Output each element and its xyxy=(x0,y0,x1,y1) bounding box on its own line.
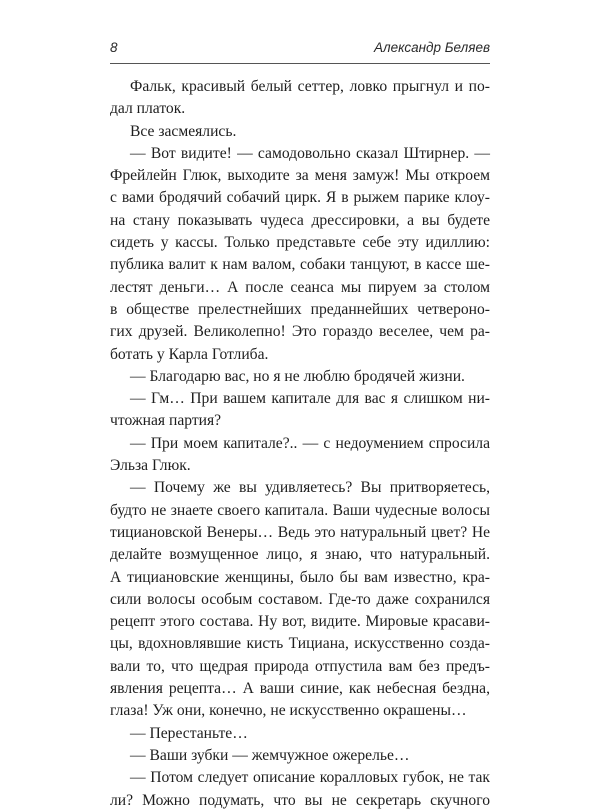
text-line: — Вот видите! — самодовольно сказал Штирнер. — xyxy=(130,144,490,162)
text-line: тициановской Венеры… Ведь это натуральный цвет? Не xyxy=(110,523,490,541)
text-line: — Ваши зубки — жемчужное ожерелье… xyxy=(130,746,410,764)
text-line: сили волосы особым составом. Где-то даже сохранился xyxy=(110,590,490,608)
text-line: будто не знаете своего капитала. Ваши чудесные волосы xyxy=(110,501,490,519)
text-line: — Перестаньте… xyxy=(130,724,248,742)
text-line: дал платок. xyxy=(110,100,186,118)
text-line: — Потом следует описание коралловых губок, не так xyxy=(130,769,490,787)
page-number: 8 xyxy=(110,40,118,55)
text-line: вали то, что щедрая природа отпустила вам без предъ- xyxy=(110,657,490,675)
text-line: на стану показывать чудеса дрессировки, а вы будете xyxy=(110,211,490,229)
text-line: делайте возмущенное лицо, я знаю, что натуральный. xyxy=(110,546,490,564)
text-line: публика валит к нам валом, собаки танцуют, в кассе ше- xyxy=(110,256,490,274)
text-line: Фальк, красивый белый сеттер, ловко прыгнул и по- xyxy=(130,78,490,95)
text-line: рецепт этого состава. Ну вот, видите. Мировые красави- xyxy=(110,613,490,631)
text-line: Все засмеялись. xyxy=(130,122,237,140)
text-line: глаза! Уж они, конечно, не искусственно окрашены… xyxy=(110,702,467,720)
text-line: — При моем капитале?.. — с недоумением спросила xyxy=(130,434,490,452)
text-line: — Гм… При вашем капитале для вас я слишком ни- xyxy=(130,390,490,408)
text-line: с вами бродячий собачий цирк. Я в рыжем парике клоу- xyxy=(110,189,490,207)
text-line: — Почему же вы удивляетесь? Вы притворяетесь, xyxy=(130,479,490,497)
text-line: явления рецепта… А ваши синие, как небесная бездна, xyxy=(110,680,490,698)
text-line: чтожная партия? xyxy=(110,412,222,430)
text-line: сидеть у кассы. Только представьте себе эту идиллию: xyxy=(110,234,490,252)
running-header xyxy=(110,40,490,62)
text-line: лестят деньги… А после сеанса мы пируем за столом xyxy=(110,278,490,296)
header-rule xyxy=(110,63,490,64)
text-line: — Благодарю вас, но я не люблю бродячей жизни. xyxy=(130,367,465,385)
text-line: в обществе прелестнейших преданнейших четвероно- xyxy=(110,300,490,318)
author-name: Александр Беляев xyxy=(374,40,490,55)
text-line: цы, вдохновлявшие кисть Тициана, искусственно созда- xyxy=(110,635,490,653)
text-line: А тициановские женщины, было бы вам известно, кра- xyxy=(110,568,490,586)
text-line: ли? Можно подумать, что вы не секретарь скучного xyxy=(110,791,490,809)
body-text xyxy=(110,76,490,812)
text-line: гих друзей. Великолепно! Это гораздо веселее, чем ра- xyxy=(110,323,490,341)
text-line: Эльза Глюк. xyxy=(110,457,191,475)
text-line: ботать у Карла Готлиба. xyxy=(110,345,269,363)
text-line: Фрейлейн Глюк, выходите за меня замуж! Мы откроем xyxy=(110,167,490,185)
